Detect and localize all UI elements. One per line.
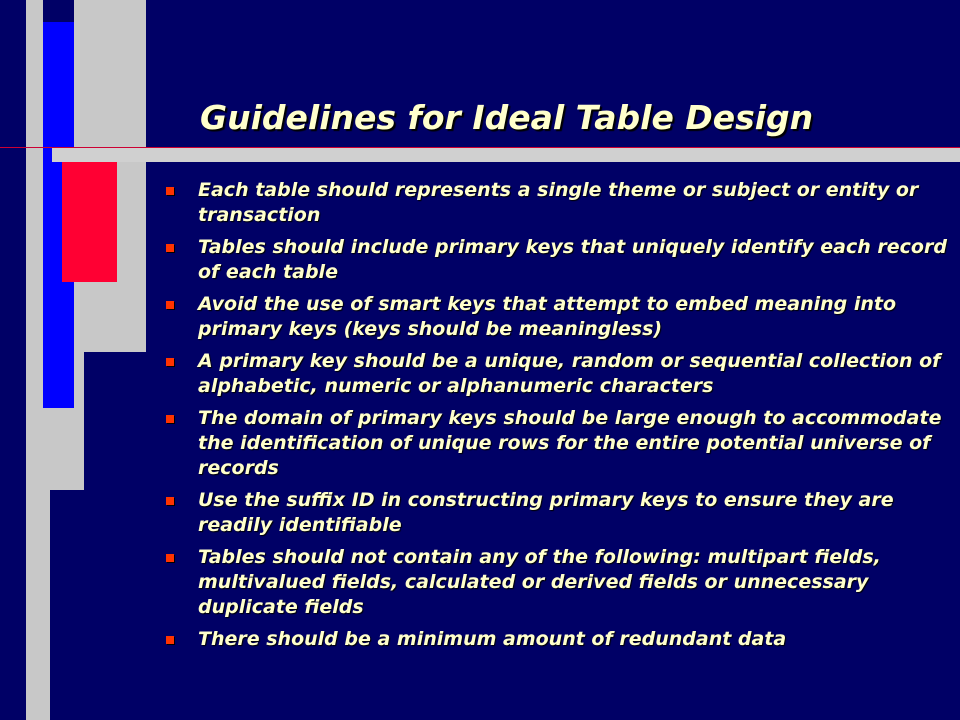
- bullet-square-icon: [166, 358, 174, 366]
- bullet-item: [160, 545, 950, 620]
- bullet-square-icon: [166, 415, 174, 423]
- bullet-item: [160, 349, 950, 399]
- title-rule: [0, 147, 960, 148]
- bullet-text: The domain of primary keys should be large enough to accommodate the identification of unique rows for the entire potential universe of records: [198, 407, 942, 479]
- bullet-square-icon: [166, 636, 174, 644]
- bullet-square-icon: [166, 187, 174, 195]
- bullet-item: [160, 292, 950, 342]
- bullet-text: Use the suffix ID in constructing primary keys to ensure they are readily identifiable: [198, 489, 894, 536]
- bullet-square-icon: [166, 497, 174, 505]
- bullet-text: Tables should include primary keys that uniquely identify each record of each table: [198, 236, 947, 283]
- bullet-square-icon: [166, 554, 174, 562]
- bullet-text: There should be a minimum amount of redundant data: [198, 628, 787, 650]
- bullet-item: [160, 627, 950, 652]
- bullet-square-icon: [166, 244, 174, 252]
- bullet-square-icon: [166, 301, 174, 309]
- title-underline: [52, 148, 960, 162]
- bullet-text: Tables should not contain any of the following: multipart fields, multivalued fields, calculated or derived fields or unnecessary duplicate fields: [198, 546, 881, 618]
- decor-navy-notch: [43, 0, 74, 22]
- bullet-item: [160, 406, 950, 481]
- bullet-text: A primary key should be a unique, random or sequential collection of alphabetic, numeric or alphanumeric characters: [198, 350, 941, 397]
- bullet-item: [160, 235, 950, 285]
- bullet-item: [160, 178, 950, 228]
- slide-title: Guidelines for Ideal Table Design: [200, 98, 814, 137]
- bullet-item: [160, 488, 950, 538]
- bullet-list: [160, 178, 950, 659]
- decor-red-bar: [62, 162, 117, 282]
- bullet-text: Each table should represents a single theme or subject or entity or transaction: [198, 179, 919, 226]
- bullet-text: Avoid the use of smart keys that attempt to embed meaning into primary keys (keys should be meaningless): [198, 293, 897, 340]
